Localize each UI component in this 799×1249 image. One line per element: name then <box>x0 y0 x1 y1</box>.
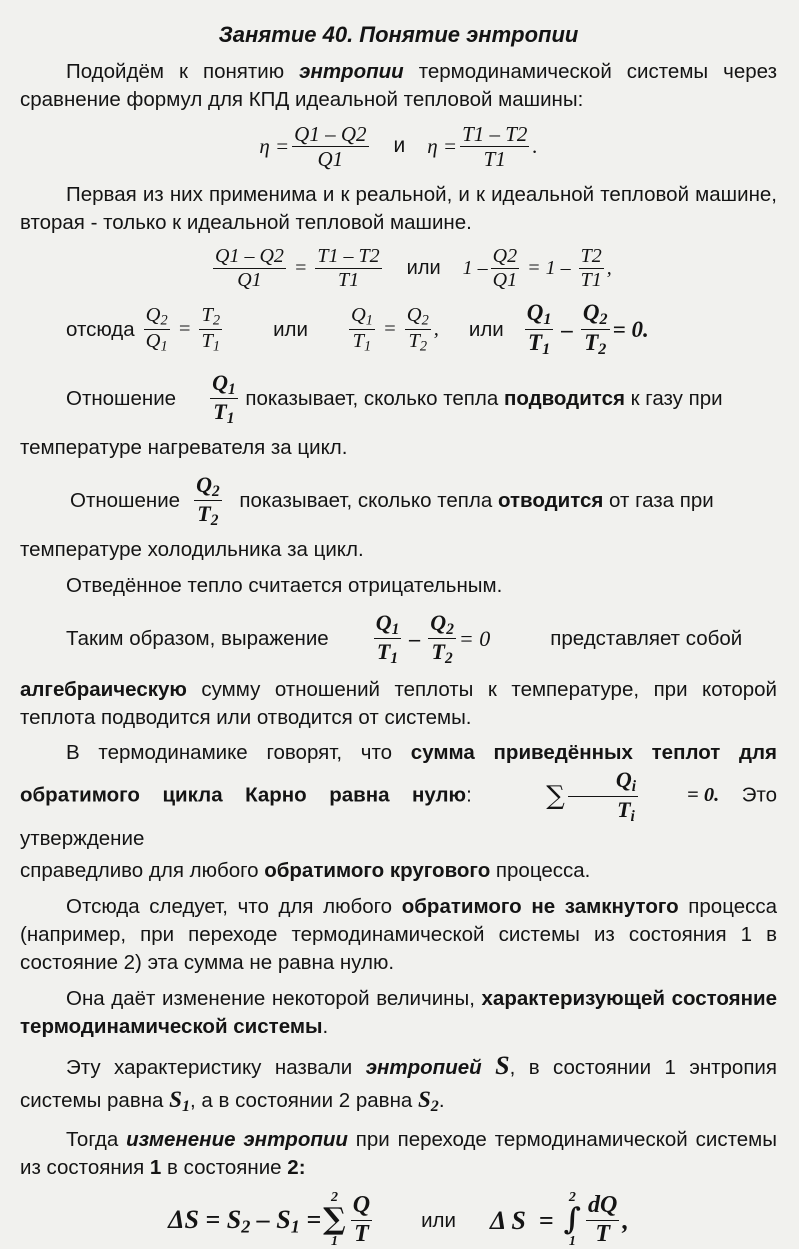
paragraph-carnot-end: справедливо для любого обратимого кругового процесса. <box>20 859 591 883</box>
formula-hence: отсюда $\frac{Q_2}{Q_1}$ = $\frac{T_2}{T_1}$ или $\frac{Q_1}{T_1}$ = $\frac{Q_2}{T_2}$ , или $\frac{Q_1}{T_1}$ – $\frac{Q_2}{T_2}$ = 0. <box>66 299 649 359</box>
page-title: Занятие 40. Понятие энтропии <box>218 22 579 47</box>
formula-entropy-change: $\Delta S = S_2 - S_1$ = 2 ∑ 1 $\frac{Q}{T}$ или Δ S = 2 ∫ 1 $\frac{dQ}{T}$ , <box>168 1190 629 1249</box>
paragraph-negative-heat: Отведённое тепло считается отрицательным. <box>66 573 503 597</box>
paragraph-entropy-change: Тогда изменение энтропии при переходе термодинамической системы из состояния 1 в состояние 2: <box>20 1127 777 1179</box>
formula-efficiency: η = $\frac{Q1 - Q2}{Q1}$ и η = $\frac{T1 - T2}{T1}$ . <box>259 121 538 171</box>
term-entropy: энтропии <box>299 59 404 83</box>
sum-symbol: 2 ∑ 1 <box>323 1190 346 1249</box>
paragraph-carnot: В термодинамике говорят, что сумма приведённых теплот для обратимого цикла Карно равна нулю: ∑ $\frac{Q_i}{T_i}$ = 0. Это утверждение <box>20 741 778 851</box>
fraction-q: $\frac{Q1 - Q2}{Q1}$ <box>294 121 367 171</box>
paragraph-non-closed: Отсюда следует, что для любого обратимого не замкнутого процесса (например, при переходе термодинамической системы из состояния 1 в состояние 2) эта сумма не равна нулю. <box>20 895 778 974</box>
formula-equality: $\frac{Q1 - Q2}{Q1}$ = $\frac{T1 - T2}{T1}$ или 1 – $\frac{Q2}{Q1}$ = 1 – $\frac{T2}{T1}$ , <box>215 244 612 291</box>
paragraph-ratio-heater: Отношение $\frac{Q_1}{T_1}$ показывает, сколько тепла подводится к газу при <box>66 369 723 428</box>
paragraph-ratio-cooler-end: температуре холодильника за цикл. <box>20 537 364 561</box>
paragraph-ratio-heater-end: температуре нагревателя за цикл. <box>20 435 348 459</box>
paragraph-intro: Подойдём к понятию энтропии термодинамической системы через сравнение формул для КПД идеальной тепловой машины: <box>20 59 777 111</box>
paragraph-expression: Таким образом, выражение $\frac{Q_1}{T_1}$ – $\frac{Q_2}{T_2}$ = 0 представляет собой <box>66 609 743 667</box>
paragraph-algebraic-sum: алгебраическую сумму отношений теплоты к температуре, при которой теплота подводится или отводится от системы. <box>20 677 777 729</box>
paragraph-entropy-definition: Эту характеристику назвали энтропией S, в состоянии 1 энтропия системы равна $S_1$, а в состоянии 2 равна $S_2$. <box>20 1051 777 1115</box>
integral-symbol: 2 ∫ 1 <box>563 1190 582 1249</box>
paragraph-comparison: Первая из них применима и к реальной, и к идеальной тепловой машине, вторая - только к идеальной тепловой машине. <box>20 182 777 234</box>
paragraph-ratio-cooler: Отношение $\frac{Q_2}{T_2}$ показывает, сколько тепла отводится от газа при <box>70 471 714 530</box>
textbook-page <box>0 20 799 1249</box>
paragraph-state-quantity: Она даёт изменение некоторой величины, характеризующей состояние термодинамической системы. <box>20 986 777 1038</box>
fraction-t: $\frac{T1 - T2}{T1}$ <box>462 121 528 171</box>
